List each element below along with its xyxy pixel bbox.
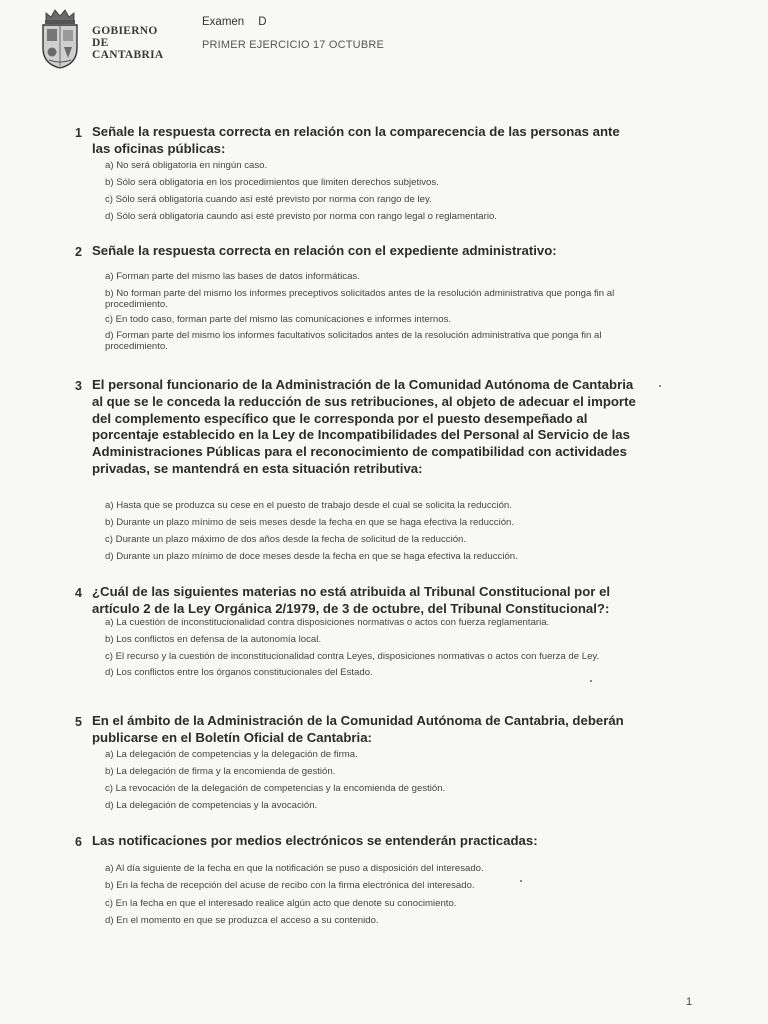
option-a: a) La cuestión de inconstitucionalidad contra disposiciones normativas o actos con fuerza reglamentaria. (105, 617, 550, 628)
scan-speck (659, 385, 661, 387)
coat-of-arms-icon (38, 8, 82, 70)
page-number: 1 (686, 996, 693, 1008)
option-a: a) La delegación de competencias y la delegación de firma. (105, 749, 358, 760)
option-c: c) La revocación de la delegación de competencias y la encomienda de gestión. (105, 783, 446, 794)
question-text: El personal funcionario de la Administración de la Comunidad Autónoma de Cantabria al que se le conceda la reducción de sus retribuciones, al objeto de adecuar el importe del complemento específico que le corresponda por el puesto desempeñado al porcentaje establecido en la Ley de Incompatibilidades del Personal al Servicio de las Administraciones Públicas para el reconocimiento de compatibilidad con actividades privadas, se mantendrá en esta situación retributiva: (92, 377, 636, 476)
option-list (105, 746, 650, 814)
option-b: b) La delegación de firma y la encomienda de gestión. (105, 766, 336, 777)
option-list (105, 617, 650, 678)
scan-speck (520, 880, 522, 882)
question-text: Las notificaciones por medios electrónicos se entenderán practicadas: (92, 833, 538, 848)
institution-line-1: GOBIERNO (92, 25, 158, 37)
question-text: En el ámbito de la Administración de la Comunidad Autónoma de Cantabria, deberán publicarse en el Boletín Oficial de Cantabria: (92, 713, 624, 745)
option-c: c) En la fecha en que el interesado realice algún acto que denote su conocimiento. (105, 897, 457, 909)
option-a: a) No será obligatoria en ningún caso. (105, 160, 268, 171)
option-list (105, 497, 650, 565)
option-b: b) Sólo será obligatoria en los procedimientos que limiten derechos subjetivos. (105, 177, 439, 188)
question-number: 2 (75, 245, 82, 259)
institution-name (92, 25, 164, 61)
exam-label (202, 16, 267, 28)
question-number: 5 (75, 715, 82, 729)
question-number: 3 (75, 379, 82, 393)
option-b: b) No forman parte del mismo los informes preceptivos solicitados antes de la resolución administrativa que ponga fin al procedimiento. (105, 288, 615, 310)
option-list (105, 271, 650, 352)
option-list (105, 157, 650, 225)
scan-speck (590, 680, 592, 682)
option-d: d) La delegación de competencias y la avocación. (105, 800, 318, 811)
option-a: a) Al día siguiente de la fecha en que la notificación se puso a disposición del interesado. (105, 863, 484, 874)
question-number: 6 (75, 835, 82, 849)
option-d: d) Durante un plazo mínimo de doce meses desde la fecha en que se haga efectiva la reducción. (105, 551, 518, 562)
exam-word: Examen (202, 16, 245, 28)
option-b: b) Los conflictos en defensa de la autonomía local. (105, 634, 321, 645)
question-text: Señale la respuesta correcta en relación con la comparecencia de las personas ante las oficinas públicas: (92, 124, 620, 156)
question-text: Señale la respuesta correcta en relación con el expediente administrativo: (92, 243, 557, 258)
option-c: c) El recurso y la cuestión de inconstitucionalidad contra Leyes, disposiciones normativas o actos con fuerza de Ley. (105, 651, 600, 662)
option-c: c) Sólo será obligatoria cuando así esté previsto por norma con rango de ley. (105, 194, 432, 205)
option-d: d) Forman parte del mismo los informes facultativos solicitados antes de la resolución administrativa que ponga fin al procedimiento. (105, 330, 602, 352)
question-number: 4 (75, 586, 82, 600)
question-text: ¿Cuál de las siguientes materias no está atribuida al Tribunal Constitucional por el artículo 2 de la Ley Orgánica 2/1979, de 3 de octubre, del Tribunal Constitucional?: (92, 584, 611, 616)
exam-variant: D (258, 16, 267, 28)
option-d: d) Sólo será obligatoria caundo así esté previsto por norma con rango legal o reglamentario. (105, 211, 497, 222)
institution-line-3: CANTABRIA (92, 49, 164, 61)
option-b: b) Durante un plazo mínimo de seis meses desde la fecha en que se haga efectiva la reducción. (105, 517, 515, 528)
option-c: c) En todo caso, forman parte del mismo las comunicaciones e informes internos. (105, 314, 452, 325)
option-c: c) Durante un plazo máximo de dos años desde la fecha de solicitud de la reducción. (105, 534, 467, 545)
option-a: a) Forman parte del mismo las bases de datos informáticas. (105, 271, 360, 282)
option-d: d) Los conflictos entre los órganos constitucionales del Estado. (105, 667, 373, 678)
option-d: d) En el momento en que se produzca el acceso a su contenido. (105, 914, 379, 926)
option-list (105, 860, 650, 929)
institution-line-2: DE (92, 37, 109, 49)
question-number: 1 (75, 126, 82, 140)
option-b: b) En la fecha de recepción del acuse de recibo con la firma electrónica del interesado. (105, 880, 475, 892)
exam-subtitle: PRIMER EJERCICIO 17 OCTUBRE (202, 39, 385, 51)
option-a: a) Hasta que se produzca su cese en el puesto de trabajo desde el cual se solicita la reducción. (105, 500, 512, 511)
